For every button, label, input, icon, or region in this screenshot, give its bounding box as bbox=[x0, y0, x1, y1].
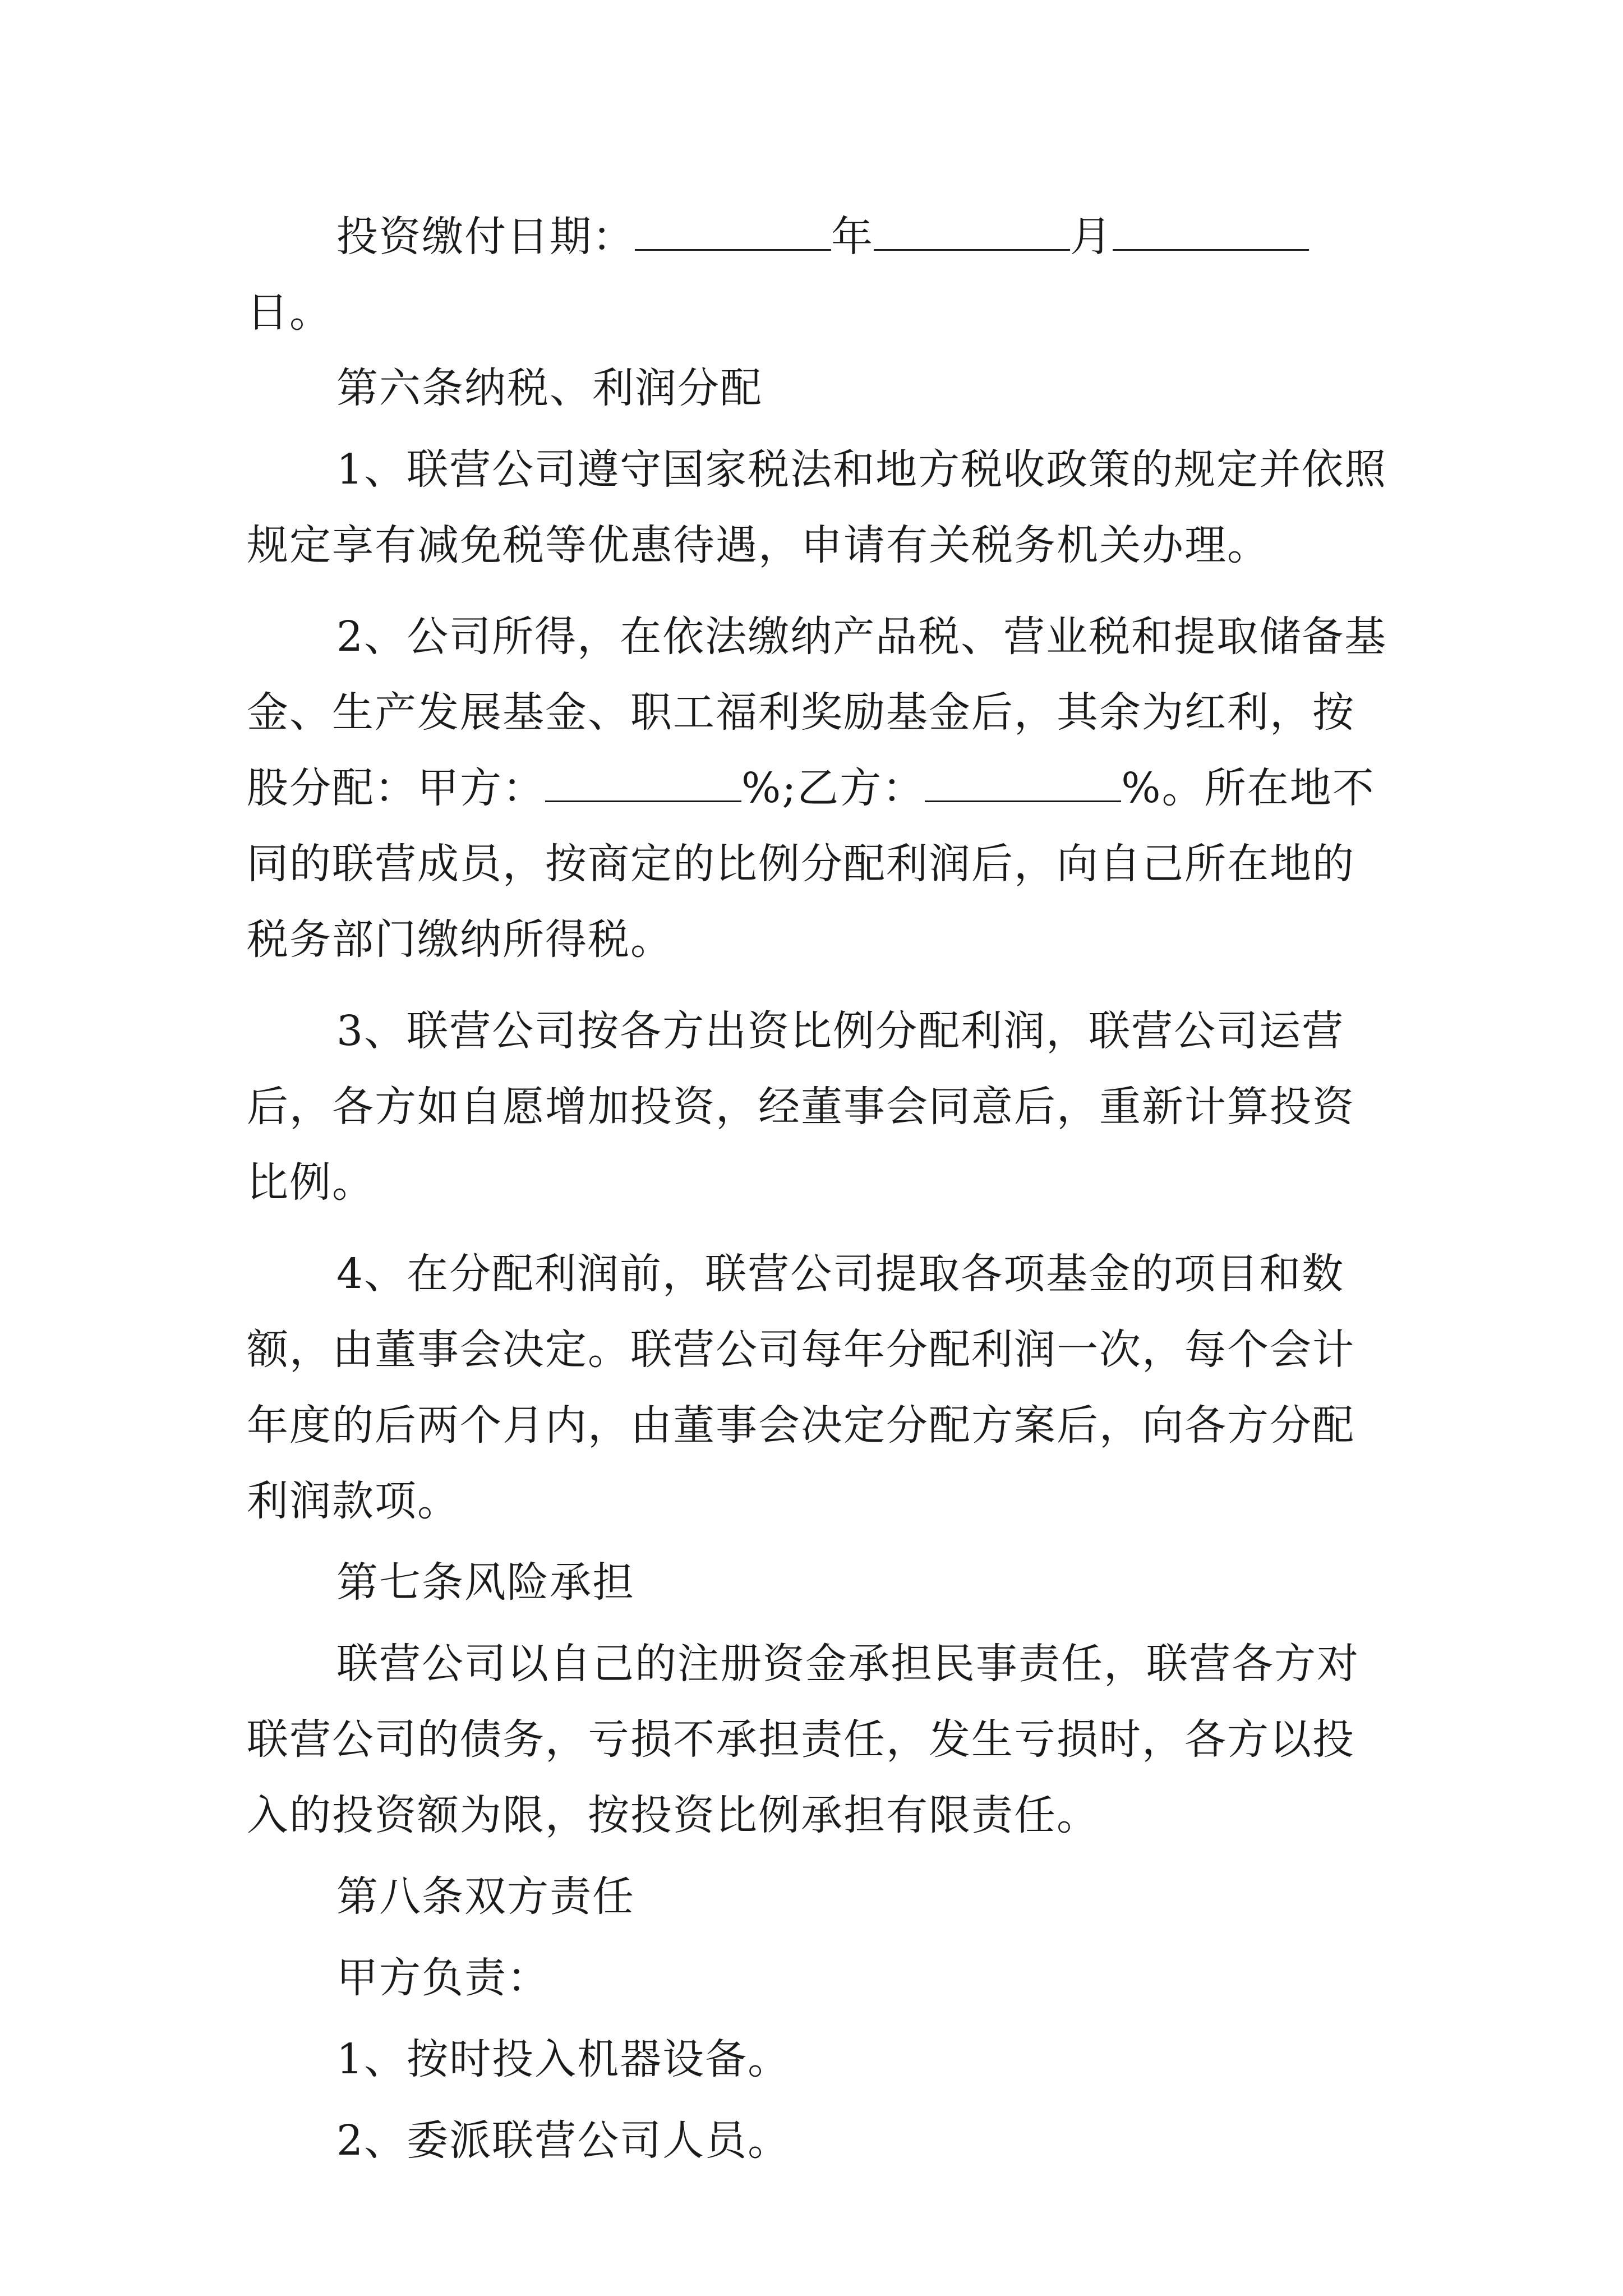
payment-month-unit: 月 bbox=[1070, 213, 1113, 261]
payment-day-blank bbox=[1113, 210, 1309, 251]
article-6-title: 第六条纳税、利润分配 bbox=[336, 364, 763, 412]
document-body bbox=[247, 199, 1391, 2179]
clause-2-text-b: %;乙方： bbox=[741, 764, 925, 812]
payment-year-blank bbox=[635, 210, 831, 251]
clause-2-text-c: %。所在地不同的联营成员，按商定的比例分配利润后，向自己所在地的税务部门缴纳所得税。 bbox=[247, 764, 1375, 964]
article-6-clause-2 bbox=[247, 599, 1391, 978]
payment-day-unit: 日。 bbox=[247, 288, 332, 337]
article-6-clause-4: 4、在分配利润前，联营公司提取各项基金的项目和数额，由董事会决定。联营公司每年分配利润一次，每个会计年度的后两个月内，由董事会决定分配方案后，向各方分配利润款项。 bbox=[247, 1250, 1355, 1525]
party-a-item-2: 2、委派联营公司人员。 bbox=[336, 2116, 791, 2165]
payment-date-label: 投资缴付日期： bbox=[336, 213, 635, 261]
article-6-clause-1: 1、联营公司遵守国家税法和地方税收政策的规定并依照规定享有减免税等优惠待遇，申请有关税务机关办理。 bbox=[247, 445, 1387, 569]
clause-2-text-a: 2、公司所得，在依法缴纳产品税、营业税和提取储备基金、生产发展基金、职工福利奖励基金后，其余为红利，按股分配：甲方： bbox=[247, 613, 1387, 812]
party-a-responsibilities-label: 甲方负责： bbox=[336, 1954, 550, 2002]
article-6-clause-3: 3、联营公司按各方出资比例分配利润，联营公司运营后，各方如自愿增加投资，经董事会同意后，重新计算投资比例。 bbox=[247, 1007, 1355, 1207]
article-7-paragraph: 联营公司以自己的注册资金承担民事责任，联营各方对联营公司的债务，亏损不承担责任，发生亏损时，各方以投入的投资额为限，按投资比例承担有限责任。 bbox=[247, 1640, 1359, 1839]
payment-month-blank bbox=[874, 210, 1070, 251]
payment-year-unit: 年 bbox=[831, 213, 874, 261]
article-8-title: 第八条双方责任 bbox=[336, 1872, 635, 1921]
party-a-item-1: 1、按时投入机器设备。 bbox=[336, 2035, 791, 2083]
article-7-title: 第七条风险承担 bbox=[336, 1558, 635, 1607]
party-b-percent-blank bbox=[925, 761, 1121, 802]
payment-date-line bbox=[247, 199, 1391, 351]
party-a-percent-blank bbox=[545, 761, 741, 802]
